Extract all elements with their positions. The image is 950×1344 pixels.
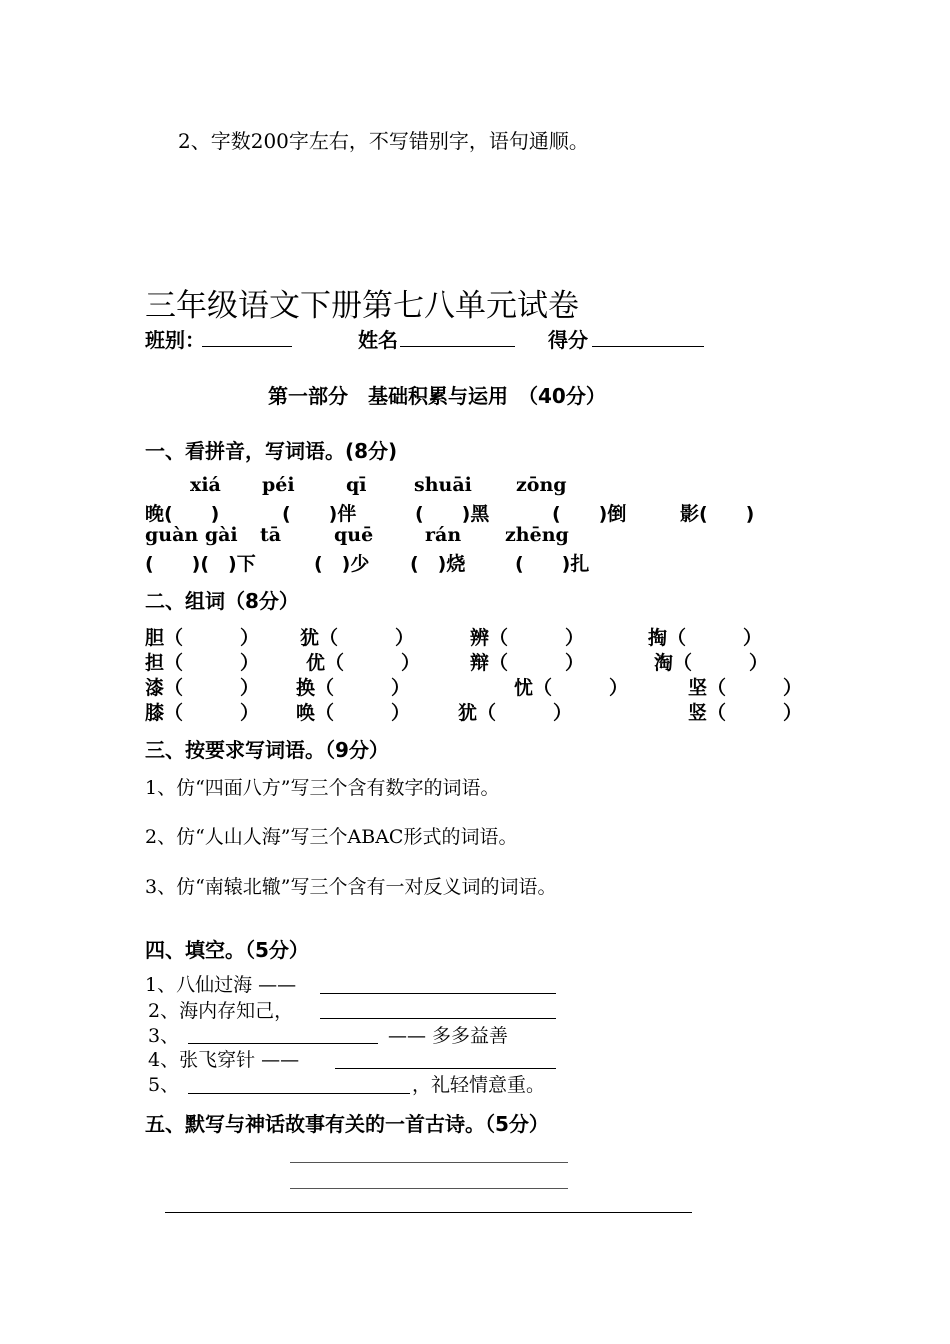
word-cell[interactable]: 坚（ ） <box>688 677 803 699</box>
q4-item: 4、张飞穿针 —— <box>148 1049 300 1071</box>
name-blank[interactable] <box>400 346 515 347</box>
poem-line[interactable] <box>290 1188 568 1189</box>
answer-cell[interactable]: 晚( ) <box>145 503 220 525</box>
word-cell[interactable]: 漆（ ） <box>145 677 260 699</box>
word-cell[interactable]: 犹（ ） <box>458 702 573 724</box>
word-cell[interactable]: 掏（ ） <box>648 627 763 649</box>
word-cell[interactable]: 担（ ） <box>145 652 260 674</box>
pinyin: quē <box>334 524 374 546</box>
answer-cell[interactable]: 影( ) <box>680 503 755 525</box>
q3-item: 1、仿“四面八方”写三个含有数字的词语。 <box>145 777 500 799</box>
q4-item: 1、八仙过海 —— <box>145 974 297 996</box>
word-cell[interactable]: 优（ ） <box>306 652 421 674</box>
pinyin: shuāi <box>414 474 472 496</box>
q4-item: ，礼轻情意重。 <box>412 1074 546 1096</box>
score-label: 得分 <box>548 328 588 352</box>
fill-blank[interactable] <box>335 1068 556 1069</box>
pinyin: qī <box>346 474 367 496</box>
q4-item: 3、 <box>148 1025 180 1047</box>
page-title: 三年级语文下册第七八单元试卷 <box>145 288 579 324</box>
pinyin: péi <box>262 474 295 496</box>
answer-cell[interactable]: ( )黑 <box>415 503 490 525</box>
q4-item: —— 多多益善 <box>388 1025 509 1047</box>
word-cell[interactable]: 膝（ ） <box>145 702 260 724</box>
score-blank[interactable] <box>592 346 704 347</box>
answer-cell[interactable]: ( )烧 <box>410 553 466 575</box>
q3-item: 3、仿“南辕北辙”写三个含有一对反义词的词语。 <box>145 876 557 898</box>
fill-blank[interactable] <box>188 1043 378 1044</box>
answer-cell[interactable]: ( )倒 <box>552 503 627 525</box>
pinyin: tā <box>260 524 282 546</box>
pinyin: guàn gài <box>145 524 238 546</box>
answer-cell[interactable]: ( )少 <box>314 553 370 575</box>
answer-cell[interactable]: ( )( )下 <box>145 553 256 575</box>
fill-blank[interactable] <box>320 993 556 994</box>
answer-cell[interactable]: ( )伴 <box>282 503 357 525</box>
word-cell[interactable]: 辨（ ） <box>470 627 585 649</box>
q4-item: 2、海内存知己， <box>148 1000 294 1022</box>
name-label: 姓名 <box>358 328 398 352</box>
word-cell[interactable]: 忧（ ） <box>514 677 629 699</box>
fill-blank[interactable] <box>188 1093 410 1094</box>
pinyin: xiá <box>190 474 221 496</box>
word-cell[interactable]: 换（ ） <box>296 677 411 699</box>
top-note: 2、字数200字左右，不写错别字，语句通顺。 <box>178 129 589 153</box>
word-cell[interactable]: 犹（ ） <box>300 627 415 649</box>
pinyin: zhēng <box>505 524 569 546</box>
q3-item: 2、仿“人山人海”写三个ABAC形式的词语。 <box>145 826 518 848</box>
poem-line[interactable] <box>290 1162 568 1163</box>
class-blank[interactable] <box>202 346 292 347</box>
fill-blank[interactable] <box>320 1018 556 1019</box>
q4-item: 5、 <box>148 1074 180 1096</box>
class-label: 班别： <box>145 328 205 352</box>
answer-cell[interactable]: ( )扎 <box>515 553 590 575</box>
q1-heading: 一、看拼音，写词语。(8分) <box>145 439 398 463</box>
word-cell[interactable]: 唤（ ） <box>296 702 411 724</box>
pinyin: zōng <box>516 474 567 496</box>
word-cell[interactable]: 淘（ ） <box>654 652 769 674</box>
word-cell[interactable]: 辩（ ） <box>470 652 585 674</box>
poem-line[interactable] <box>165 1212 692 1213</box>
q2-heading: 二、组词（8分） <box>145 589 299 613</box>
word-cell[interactable]: 胆（ ） <box>145 627 260 649</box>
part-heading: 第一部分 基础积累与运用 （40分） <box>268 384 606 408</box>
q3-heading: 三、按要求写词语。（9分） <box>145 738 389 762</box>
word-cell[interactable]: 竖（ ） <box>688 702 803 724</box>
q4-heading: 四、填空。（5分） <box>145 938 309 962</box>
q5-heading: 五、默写与神话故事有关的一首古诗。（5分） <box>145 1112 549 1136</box>
pinyin: rán <box>425 524 462 546</box>
